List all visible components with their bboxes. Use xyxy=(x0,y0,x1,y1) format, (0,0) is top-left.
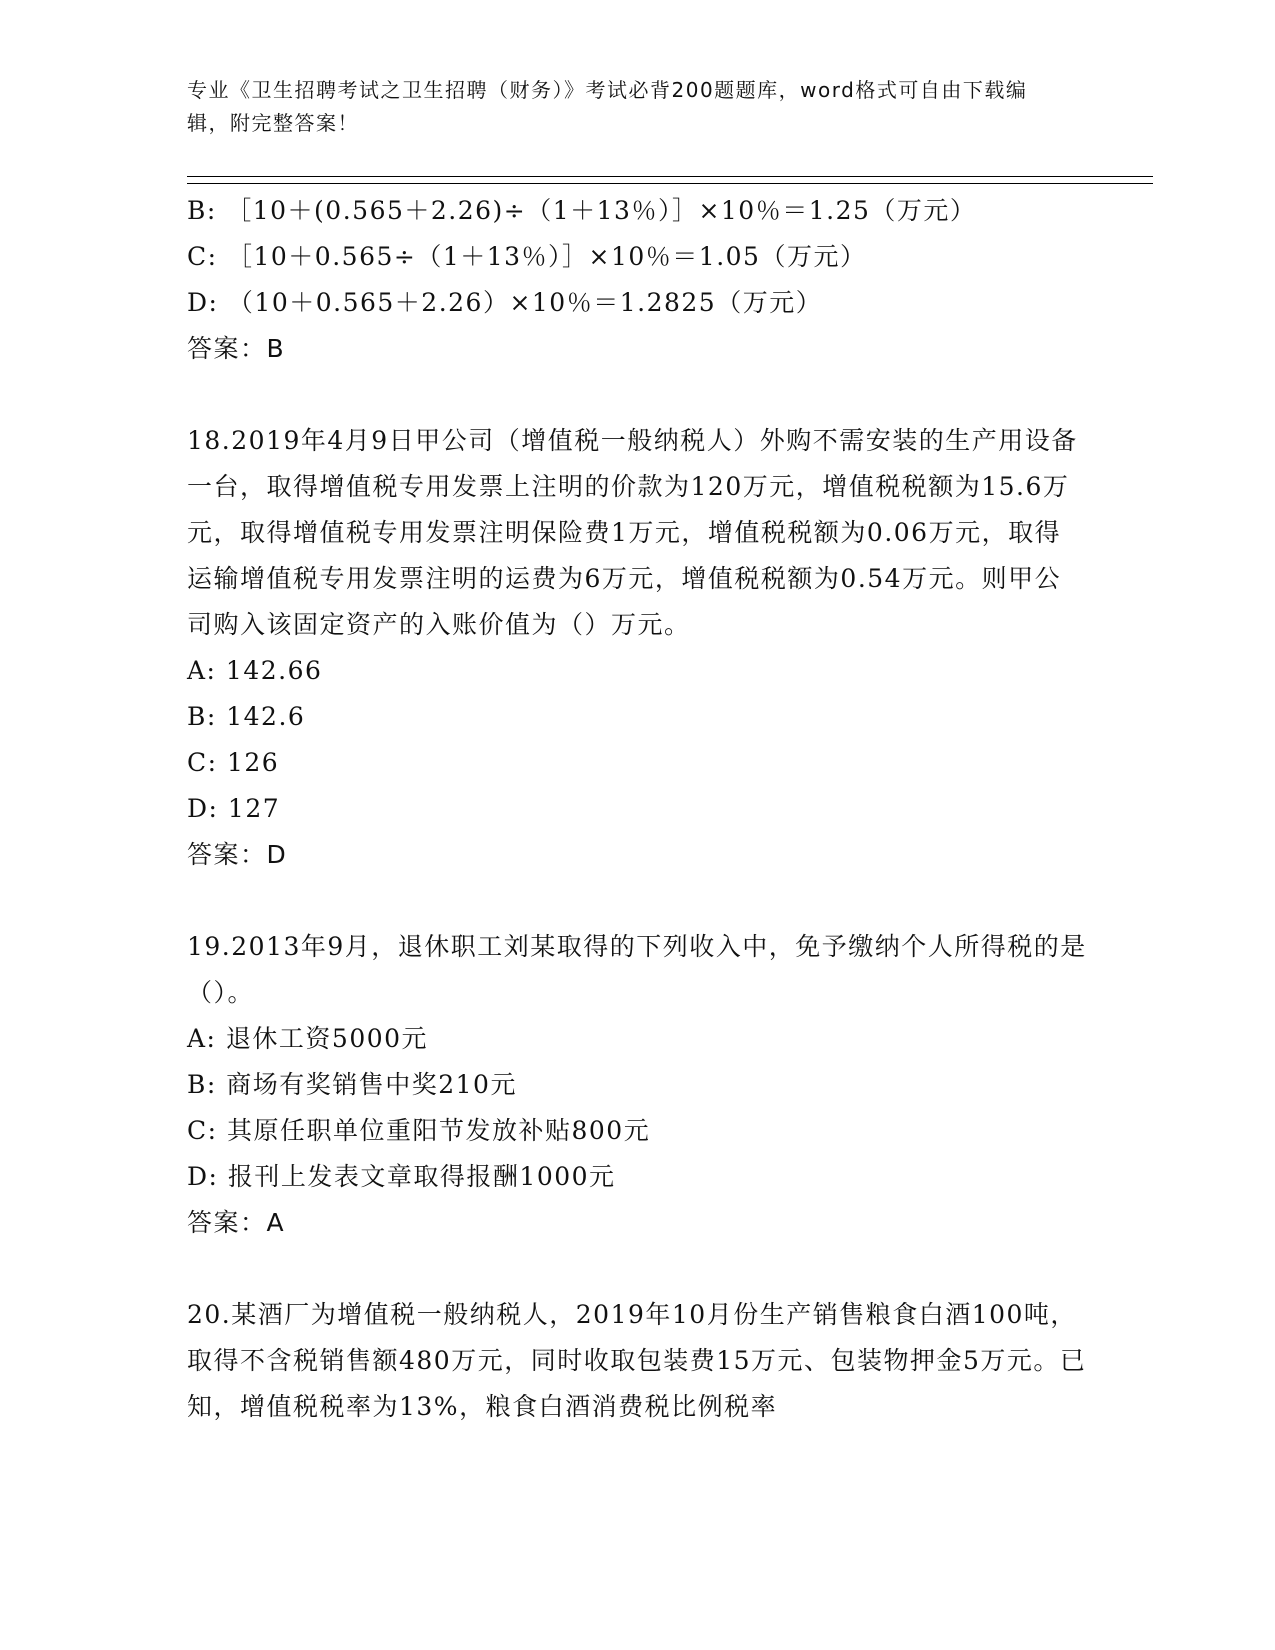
header-rule-top xyxy=(187,176,1153,177)
q18-stem: 18.2019年4月9日甲公司（增值税一般纳税人）外购不需安装的生产用设备一台，取得增值税专用发票上注明的价款为120万元，增值税税额为15.6万元，取得增值税专用发票注明保险费1万元，增值税税额为0.06万元，取得运输增值税专用发票注明的运费为6万元，增值税税额为0.54万元。则甲公司购入该固定资产的入账价值为（）万元。 xyxy=(187,426,1078,639)
q17-option-c: C: ［10＋0.565÷（1＋13％）］×10％＝1.05（万元） xyxy=(187,242,867,271)
spacer xyxy=(187,878,1087,924)
document-body xyxy=(187,188,1087,1430)
q18-option-c: C: 126 xyxy=(187,748,280,777)
header-rule-bottom xyxy=(187,183,1153,184)
spacer xyxy=(187,1246,1087,1292)
q19-option-a: A: 退休工资5000元 xyxy=(187,1024,429,1053)
q18-option-d: D: 127 xyxy=(187,794,281,823)
q17-option-b: B: ［10＋(0.565＋2.26)÷（1＋13％）］×10％＝1.25（万元） xyxy=(187,196,977,225)
q20-stem: 20.某酒厂为增值税一般纳税人，2019年10月份生产销售粮食白酒100吨，取得不含税销售额480万元，同时收取包装费15万元、包装物押金5万元。已知，增值税税率为13%，粮食白酒消费税比例税率 xyxy=(187,1300,1087,1421)
q17-answer: 答案：B xyxy=(187,334,286,363)
q19-stem: 19.2013年9月，退休职工刘某取得的下列收入中，免予缴纳个人所得税的是（）。 xyxy=(187,932,1087,1007)
q19-option-c: C: 其原任职单位重阳节发放补贴800元 xyxy=(187,1116,651,1145)
q18-option-b: B: 142.6 xyxy=(187,702,306,731)
q17-option-d: D: （10＋0.565＋2.26）×10％＝1.2825（万元） xyxy=(187,288,823,317)
document-header: 专业《卫生招聘考试之卫生招聘（财务）》考试必背200题题库，word格式可自由下载编辑，附完整答案！ xyxy=(187,78,1028,135)
q19-answer: 答案：A xyxy=(187,1208,286,1237)
spacer xyxy=(187,372,1087,418)
q19-option-d: D: 报刊上发表文章取得报酬1000元 xyxy=(187,1162,616,1191)
q18-answer: 答案：D xyxy=(187,840,288,869)
q19-option-b: B: 商场有奖销售中奖210元 xyxy=(187,1070,517,1099)
q18-option-a: A: 142.66 xyxy=(187,656,323,685)
